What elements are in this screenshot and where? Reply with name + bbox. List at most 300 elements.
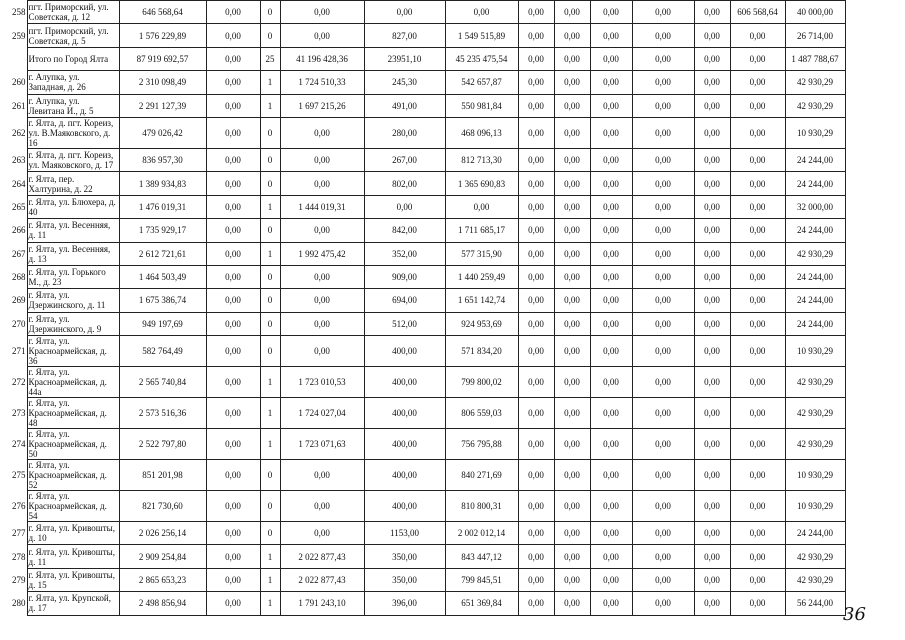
table-row [0, 24, 845, 47]
value-cell: 0,00 [590, 312, 632, 335]
value-cell: 0,00 [206, 219, 260, 242]
value-cell: 400,00 [364, 367, 445, 398]
value-cell: 0,00 [590, 398, 632, 429]
value-cell: 2 498 856,94 [119, 592, 206, 615]
value-cell: 10 930,29 [785, 460, 845, 491]
value-cell: 1 711 685,17 [445, 219, 518, 242]
value-cell: 0,00 [590, 94, 632, 117]
value-cell: 0,00 [730, 522, 785, 545]
value-cell: 0,00 [206, 592, 260, 615]
row-number: 271 [12, 346, 26, 357]
value-cell: 0,00 [694, 336, 730, 367]
row-number: 280 [12, 598, 26, 609]
value-cell: 0,00 [554, 47, 590, 70]
value-cell: 0,00 [632, 94, 694, 117]
value-cell: 400,00 [364, 491, 445, 522]
value-cell: 0,00 [632, 1, 694, 24]
value-cell: 0,00 [590, 172, 632, 195]
value-cell: 0,00 [632, 429, 694, 460]
value-cell: 0 [260, 265, 280, 288]
value-cell: 26 714,00 [785, 24, 845, 47]
value-cell: 0,00 [518, 265, 554, 288]
value-cell: 0,00 [590, 148, 632, 171]
value-cell: 350,00 [364, 568, 445, 591]
value-cell: 0,00 [632, 336, 694, 367]
value-cell: 0,00 [632, 24, 694, 47]
row-number: 276 [12, 501, 26, 512]
value-cell: 42 930,29 [785, 429, 845, 460]
value-cell: 0,00 [518, 367, 554, 398]
value-cell: 0,00 [730, 312, 785, 335]
value-cell: 851 201,98 [119, 460, 206, 491]
value-cell: 40 000,00 [785, 1, 845, 24]
row-number: 259 [12, 30, 26, 41]
value-cell: 0,00 [590, 568, 632, 591]
value-cell: 0,00 [694, 47, 730, 70]
value-cell: 512,00 [364, 312, 445, 335]
value-cell: 2 865 653,23 [119, 568, 206, 591]
value-cell: 0,00 [206, 94, 260, 117]
value-cell: 0,00 [590, 289, 632, 312]
value-cell: 10 930,29 [785, 491, 845, 522]
address-cell: г. Ялта, ул. Красноармейская, д. 48 [27, 398, 119, 429]
value-cell: 821 730,60 [119, 491, 206, 522]
value-cell: 542 657,87 [445, 71, 518, 94]
value-cell: 0,00 [694, 172, 730, 195]
value-cell: 0,00 [590, 117, 632, 148]
value-cell: 2 522 797,80 [119, 429, 206, 460]
value-cell: 0,00 [206, 289, 260, 312]
address-cell: г. Ялта, д. пгт. Кореиз, ул. Маяковского, д. 17 [27, 148, 119, 171]
value-cell: 0,00 [554, 265, 590, 288]
value-cell: 0,00 [632, 545, 694, 568]
value-cell: 2 565 740,84 [119, 367, 206, 398]
value-cell: 0,00 [730, 94, 785, 117]
value-cell: 24 244,00 [785, 148, 845, 171]
value-cell: 0,00 [206, 491, 260, 522]
value-cell: 0,00 [280, 522, 364, 545]
value-cell: 0,00 [554, 398, 590, 429]
table-row [0, 491, 845, 522]
table-row [0, 289, 845, 312]
value-cell: 827,00 [364, 24, 445, 47]
value-cell: 0,00 [730, 336, 785, 367]
table-row [0, 117, 845, 148]
address-cell: г. Алупка, ул. Левитана И., д. 5 [27, 94, 119, 117]
value-cell: 0,00 [590, 1, 632, 24]
value-cell: 799 845,51 [445, 568, 518, 591]
value-cell: 646 568,64 [119, 1, 206, 24]
value-cell: 0,00 [206, 148, 260, 171]
value-cell: 1 [260, 429, 280, 460]
row-number: 258 [12, 7, 26, 18]
value-cell: 0,00 [694, 429, 730, 460]
table-row [0, 312, 845, 335]
value-cell: 0,00 [206, 242, 260, 265]
value-cell: 0,00 [206, 312, 260, 335]
value-cell: 0,00 [694, 460, 730, 491]
row-number [0, 47, 27, 70]
value-cell: 0,00 [206, 24, 260, 47]
value-cell: 0,00 [694, 148, 730, 171]
value-cell: 0,00 [518, 71, 554, 94]
value-cell: 0,00 [518, 242, 554, 265]
value-cell: 0,00 [280, 1, 364, 24]
value-cell: 1 576 229,89 [119, 24, 206, 47]
page-number: 36 [843, 604, 866, 625]
value-cell: 606 568,64 [730, 1, 785, 24]
value-cell: 1 [260, 195, 280, 218]
value-cell: 0,00 [590, 219, 632, 242]
value-cell: 0,00 [518, 522, 554, 545]
value-cell: 0,00 [632, 289, 694, 312]
value-cell: 0,00 [280, 336, 364, 367]
value-cell: 0,00 [518, 545, 554, 568]
row-number: 263 [12, 155, 26, 166]
value-cell: 0,00 [280, 265, 364, 288]
address-cell: Итого по Город Ялта [27, 47, 119, 70]
address-cell: г. Ялта, ул. Дзержинского, д. 11 [27, 289, 119, 312]
value-cell: 24 244,00 [785, 522, 845, 545]
value-cell: 0 [260, 1, 280, 24]
value-cell: 0,00 [632, 242, 694, 265]
table-row [0, 265, 845, 288]
value-cell: 0,00 [590, 195, 632, 218]
value-cell: 1 [260, 242, 280, 265]
value-cell: 2 310 098,49 [119, 71, 206, 94]
row-number: 265 [12, 201, 26, 212]
row-number: 262 [12, 127, 26, 138]
value-cell: 56 244,00 [785, 592, 845, 615]
value-cell: 0,00 [632, 71, 694, 94]
value-cell: 0,00 [554, 219, 590, 242]
value-cell: 1153,00 [364, 522, 445, 545]
address-cell: пгт. Приморский, ул. Советская, д. 5 [27, 24, 119, 47]
value-cell: 0,00 [554, 491, 590, 522]
value-cell: 0,00 [632, 568, 694, 591]
value-cell: 0,00 [694, 491, 730, 522]
value-cell: 10 930,29 [785, 336, 845, 367]
value-cell: 0,00 [518, 24, 554, 47]
value-cell: 0,00 [554, 312, 590, 335]
value-cell: 0,00 [280, 289, 364, 312]
value-cell: 0,00 [554, 429, 590, 460]
value-cell: 550 981,84 [445, 94, 518, 117]
value-cell: 0,00 [632, 172, 694, 195]
value-cell: 0,00 [730, 148, 785, 171]
value-cell: 0,00 [206, 545, 260, 568]
value-cell: 400,00 [364, 429, 445, 460]
address-cell: г. Ялта, ул. Горького М., д. 23 [27, 265, 119, 288]
value-cell: 32 000,00 [785, 195, 845, 218]
value-cell: 24 244,00 [785, 289, 845, 312]
value-cell: 0,00 [730, 265, 785, 288]
value-cell: 0,00 [730, 117, 785, 148]
value-cell: 812 713,30 [445, 148, 518, 171]
value-cell: 0,00 [730, 367, 785, 398]
table-row [0, 219, 845, 242]
value-cell: 0,00 [632, 367, 694, 398]
table-row [0, 568, 845, 591]
value-cell: 0,00 [554, 148, 590, 171]
value-cell: 0,00 [206, 1, 260, 24]
value-cell: 0,00 [206, 265, 260, 288]
value-cell: 0,00 [694, 398, 730, 429]
row-number: 270 [12, 318, 26, 329]
value-cell: 0 [260, 148, 280, 171]
table-row [0, 545, 845, 568]
value-cell: 0 [260, 522, 280, 545]
address-cell: г. Ялта, ул. Красноармейская, д. 50 [27, 429, 119, 460]
value-cell: 0,00 [694, 568, 730, 591]
value-cell: 0 [260, 312, 280, 335]
value-cell: 0,00 [206, 71, 260, 94]
value-cell: 1 791 243,10 [280, 592, 364, 615]
value-cell: 0,00 [554, 522, 590, 545]
value-cell: 0,00 [554, 117, 590, 148]
value-cell: 0,00 [518, 172, 554, 195]
value-cell: 0,00 [518, 94, 554, 117]
address-cell: г. Ялта, ул. Крупской, д. 17 [27, 592, 119, 615]
value-cell: 0,00 [590, 367, 632, 398]
value-cell: 45 235 475,54 [445, 47, 518, 70]
value-cell: 1 724 510,33 [280, 71, 364, 94]
value-cell: 2 026 256,14 [119, 522, 206, 545]
value-cell: 0,00 [730, 429, 785, 460]
value-cell: 2 022 877,43 [280, 545, 364, 568]
value-cell: 0,00 [590, 522, 632, 545]
value-cell: 810 800,31 [445, 491, 518, 522]
value-cell: 42 930,29 [785, 242, 845, 265]
value-cell: 0,00 [554, 172, 590, 195]
value-cell: 1 651 142,74 [445, 289, 518, 312]
value-cell: 0 [260, 336, 280, 367]
address-cell: г. Ялта, ул. Красноармейская, д. 52 [27, 460, 119, 491]
value-cell: 1 [260, 568, 280, 591]
value-cell: 0,00 [730, 592, 785, 615]
value-cell: 0,00 [694, 592, 730, 615]
value-cell: 0,00 [694, 312, 730, 335]
value-cell: 0,00 [554, 367, 590, 398]
value-cell: 1 675 386,74 [119, 289, 206, 312]
value-cell: 491,00 [364, 94, 445, 117]
row-number: 279 [12, 575, 26, 586]
table-row [0, 148, 845, 171]
row-number: 261 [12, 100, 26, 111]
row-number: 278 [12, 551, 26, 562]
value-cell: 0,00 [554, 24, 590, 47]
value-cell: 582 764,49 [119, 336, 206, 367]
value-cell: 924 953,69 [445, 312, 518, 335]
row-number: 273 [12, 408, 26, 419]
value-cell: 2 612 721,61 [119, 242, 206, 265]
value-cell: 0,00 [280, 460, 364, 491]
value-cell: 0,00 [518, 47, 554, 70]
table-row [0, 71, 845, 94]
table-row [0, 336, 845, 367]
value-cell: 0,00 [364, 1, 445, 24]
address-cell: г. Ялта, ул. Кривошты, д. 15 [27, 568, 119, 591]
value-cell: 1 724 027,04 [280, 398, 364, 429]
value-cell: 1 476 019,31 [119, 195, 206, 218]
table-row [0, 195, 845, 218]
value-cell: 0,00 [730, 545, 785, 568]
value-cell: 0,00 [632, 491, 694, 522]
value-cell: 0,00 [694, 24, 730, 47]
value-cell: 577 315,90 [445, 242, 518, 265]
value-cell: 0,00 [554, 71, 590, 94]
value-cell: 1 389 934,83 [119, 172, 206, 195]
table-row [0, 242, 845, 265]
value-cell: 0,00 [632, 117, 694, 148]
value-cell: 0,00 [590, 24, 632, 47]
row-number: 268 [12, 272, 26, 283]
value-cell: 0,00 [590, 71, 632, 94]
value-cell: 1 723 010,53 [280, 367, 364, 398]
value-cell: 400,00 [364, 460, 445, 491]
value-cell: 0,00 [632, 522, 694, 545]
value-cell: 1 464 503,49 [119, 265, 206, 288]
value-cell: 42 930,29 [785, 545, 845, 568]
value-cell: 87 919 692,57 [119, 47, 206, 70]
value-cell: 1 [260, 545, 280, 568]
value-cell: 479 026,42 [119, 117, 206, 148]
table-row [0, 398, 845, 429]
value-cell: 0,00 [518, 195, 554, 218]
address-cell: г. Ялта, ул. Блюхера, д. 40 [27, 195, 119, 218]
value-cell: 0 [260, 172, 280, 195]
value-cell: 42 930,29 [785, 94, 845, 117]
value-cell: 1 440 259,49 [445, 265, 518, 288]
value-cell: 25 [260, 47, 280, 70]
value-cell: 0,00 [206, 398, 260, 429]
value-cell: 0,00 [632, 592, 694, 615]
value-cell: 0 [260, 491, 280, 522]
value-cell: 571 834,20 [445, 336, 518, 367]
value-cell: 0,00 [590, 265, 632, 288]
value-cell: 0,00 [206, 367, 260, 398]
value-cell: 245,30 [364, 71, 445, 94]
address-cell: г. Ялта, ул. Красноармейская, д. 54 [27, 491, 119, 522]
value-cell: 0,00 [206, 460, 260, 491]
value-cell: 0,00 [554, 242, 590, 265]
value-cell: 1 697 215,26 [280, 94, 364, 117]
address-cell: г. Ялта, ул. Весенняя, д. 11 [27, 219, 119, 242]
value-cell: 0,00 [518, 336, 554, 367]
value-cell: 836 957,30 [119, 148, 206, 171]
value-cell: 0,00 [445, 1, 518, 24]
value-cell: 280,00 [364, 117, 445, 148]
value-cell: 0,00 [730, 289, 785, 312]
value-cell: 0,00 [694, 94, 730, 117]
value-cell: 0,00 [554, 592, 590, 615]
address-cell: г. Ялта, ул. Красноармейская, д. 36 [27, 336, 119, 367]
value-cell: 0,00 [445, 195, 518, 218]
value-cell: 651 369,84 [445, 592, 518, 615]
value-cell: 0,00 [632, 148, 694, 171]
value-cell: 0,00 [590, 460, 632, 491]
address-cell: г. Ялта, ул. Кривошты, д. 10 [27, 522, 119, 545]
value-cell: 0,00 [206, 336, 260, 367]
value-cell: 42 930,29 [785, 367, 845, 398]
value-cell: 24 244,00 [785, 312, 845, 335]
value-cell: 267,00 [364, 148, 445, 171]
value-cell: 842,00 [364, 219, 445, 242]
address-cell: г. Ялта, д. пгт. Кореиз, ул. В.Маяковского, д. 16 [27, 117, 119, 148]
value-cell: 0,00 [730, 47, 785, 70]
value-cell: 0,00 [730, 195, 785, 218]
value-cell: 1 487 788,67 [785, 47, 845, 70]
value-cell: 0,00 [554, 289, 590, 312]
value-cell: 0 [260, 460, 280, 491]
value-cell: 806 559,03 [445, 398, 518, 429]
table-row [0, 47, 845, 70]
value-cell: 0,00 [554, 336, 590, 367]
value-cell: 400,00 [364, 336, 445, 367]
value-cell: 0,00 [554, 94, 590, 117]
value-cell: 0,00 [590, 47, 632, 70]
value-cell: 843 447,12 [445, 545, 518, 568]
address-cell: пгт. Приморский, ул. Советская, д. 12 [27, 1, 119, 24]
value-cell: 949 197,69 [119, 312, 206, 335]
value-cell: 756 795,88 [445, 429, 518, 460]
value-cell: 0,00 [518, 592, 554, 615]
address-cell: г. Ялта, ул. Красноармейская, д. 44а [27, 367, 119, 398]
address-cell: г. Ялта, ул. Дзержинского, д. 9 [27, 312, 119, 335]
value-cell: 24 244,00 [785, 172, 845, 195]
row-number: 260 [12, 77, 26, 88]
address-cell: г. Ялта, ул. Весенняя, д. 13 [27, 242, 119, 265]
table-row [0, 367, 845, 398]
value-cell: 42 930,29 [785, 398, 845, 429]
value-cell: 0,00 [632, 47, 694, 70]
value-cell: 0,00 [518, 460, 554, 491]
value-cell: 0,00 [280, 24, 364, 47]
value-cell: 24 244,00 [785, 265, 845, 288]
address-cell: г. Алупка, ул. Западная, д. 26 [27, 71, 119, 94]
value-cell: 0,00 [730, 491, 785, 522]
value-cell: 0,00 [694, 522, 730, 545]
row-number: 274 [12, 439, 26, 450]
value-cell: 0,00 [632, 219, 694, 242]
table-row [0, 94, 845, 117]
value-cell: 0,00 [694, 265, 730, 288]
value-cell: 0,00 [694, 242, 730, 265]
value-cell: 0,00 [206, 522, 260, 545]
value-cell: 0,00 [206, 568, 260, 591]
value-cell: 2 909 254,84 [119, 545, 206, 568]
value-cell: 0,00 [632, 398, 694, 429]
value-cell: 0,00 [280, 172, 364, 195]
value-cell: 0,00 [730, 568, 785, 591]
address-cell: г. Ялта, ул. Кривошты, д. 11 [27, 545, 119, 568]
value-cell: 0,00 [694, 1, 730, 24]
value-cell: 0,00 [730, 71, 785, 94]
value-cell: 0,00 [694, 367, 730, 398]
value-cell: 0,00 [554, 568, 590, 591]
value-cell: 0,00 [730, 460, 785, 491]
value-cell: 2 002 012,14 [445, 522, 518, 545]
value-cell: 0,00 [206, 117, 260, 148]
value-cell: 42 930,29 [785, 71, 845, 94]
value-cell: 1 735 929,17 [119, 219, 206, 242]
value-cell: 0,00 [518, 1, 554, 24]
value-cell: 0,00 [280, 117, 364, 148]
value-cell: 0,00 [280, 312, 364, 335]
row-number: 267 [12, 248, 26, 259]
value-cell: 0,00 [694, 71, 730, 94]
value-cell: 1 992 475,42 [280, 242, 364, 265]
